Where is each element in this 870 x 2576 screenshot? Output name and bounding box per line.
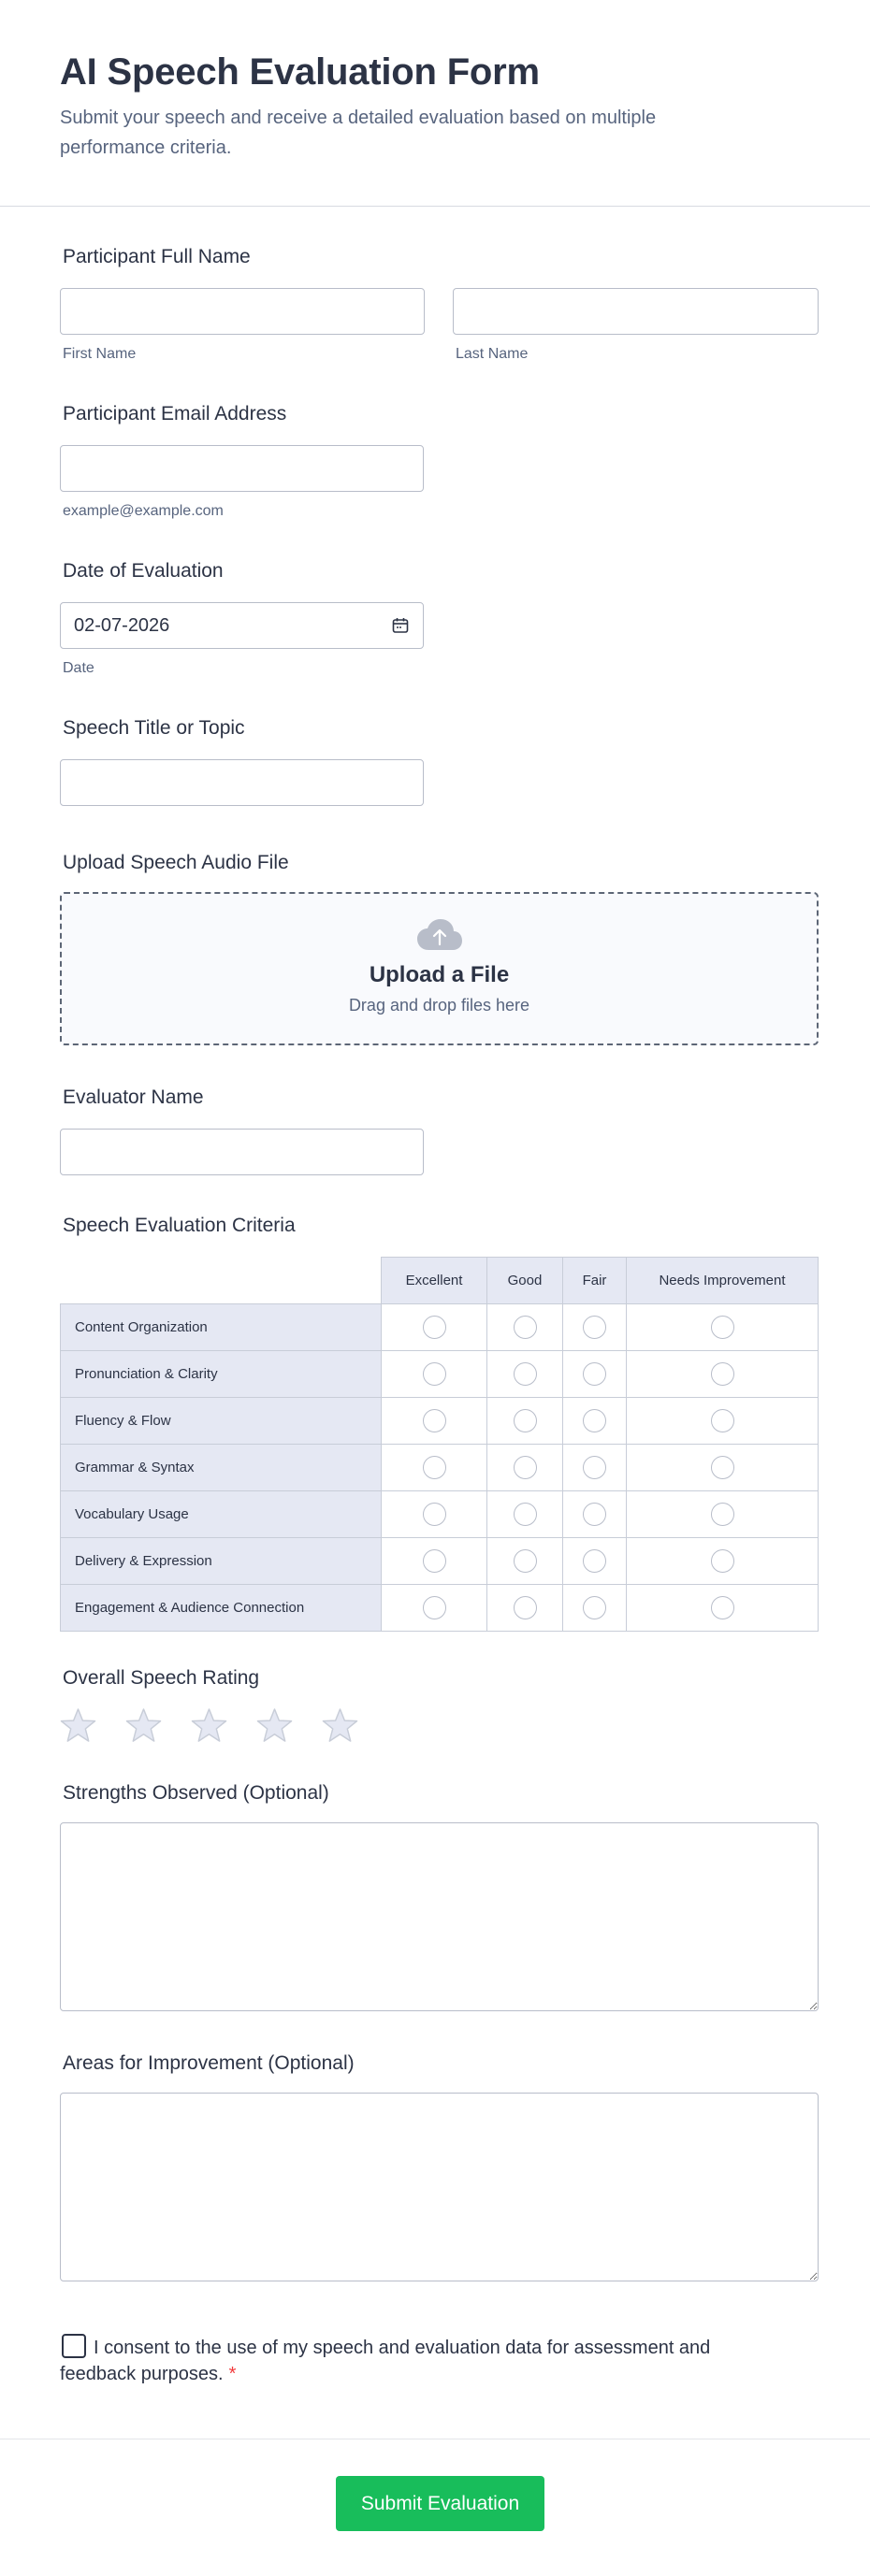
matrix-radio[interactable]	[583, 1362, 606, 1386]
improvement-textarea[interactable]	[60, 2093, 819, 2281]
matrix-row	[61, 1585, 819, 1632]
email-field	[60, 402, 819, 520]
date-value: 02-07-2026	[74, 614, 170, 636]
cloud-upload-icon	[416, 940, 463, 956]
star-icon[interactable]	[60, 1707, 96, 1744]
evaluator-label: Evaluator Name	[63, 1087, 204, 1108]
form-subtitle: Submit your speech and receive a detailed evaluation based on multiple performance criteria.	[60, 108, 657, 158]
star-icon[interactable]	[191, 1707, 227, 1744]
matrix-radio[interactable]	[423, 1596, 446, 1619]
criteria-matrix	[60, 1257, 819, 1632]
consent-text: I consent to the use of my speech and evaluation data for assessment and feedback purposes.	[60, 2338, 711, 2384]
matrix-col-header: Excellent	[382, 1258, 487, 1304]
matrix-radio[interactable]	[423, 1316, 446, 1339]
star-icon[interactable]	[125, 1707, 162, 1744]
calendar-icon[interactable]	[391, 616, 410, 635]
upload-title: Upload a File	[369, 962, 510, 987]
speech-title-field	[60, 716, 819, 806]
matrix-corner	[61, 1258, 382, 1304]
strengths-textarea[interactable]	[60, 1822, 819, 2011]
matrix-radio[interactable]	[583, 1316, 606, 1339]
date-input[interactable]	[60, 602, 424, 649]
participant-name-label: Participant Full Name	[63, 246, 251, 267]
matrix-row	[61, 1304, 819, 1351]
matrix-radio[interactable]	[423, 1409, 446, 1432]
matrix-col-header: Needs Improvement	[627, 1258, 819, 1304]
first-name-sublabel: First Name	[63, 346, 137, 362]
required-mark: *	[228, 2364, 237, 2384]
email-input[interactable]	[60, 445, 424, 492]
participant-name-field	[60, 245, 819, 363]
matrix-radio[interactable]	[423, 1362, 446, 1386]
consent-field	[60, 2334, 771, 2387]
evaluator-field	[60, 1086, 819, 1175]
rating-field	[60, 1666, 819, 1744]
matrix-radio[interactable]	[514, 1549, 537, 1573]
star-icon[interactable]	[256, 1707, 293, 1744]
form-header	[0, 0, 870, 207]
matrix-radio[interactable]	[583, 1549, 606, 1573]
matrix-row	[61, 1538, 819, 1585]
matrix-radio[interactable]	[711, 1409, 734, 1432]
speech-title-input[interactable]	[60, 759, 424, 806]
matrix-radio[interactable]	[711, 1503, 734, 1526]
matrix-radio[interactable]	[711, 1456, 734, 1479]
matrix-row-label: Engagement & Audience Connection	[61, 1585, 382, 1632]
matrix-col-header: Fair	[563, 1258, 627, 1304]
matrix-row-label: Vocabulary Usage	[61, 1491, 382, 1538]
upload-dropzone[interactable]	[60, 892, 819, 1045]
matrix-row	[61, 1351, 819, 1398]
date-field	[60, 559, 819, 677]
last-name-sublabel: Last Name	[456, 346, 529, 362]
consent-checkbox[interactable]	[62, 2334, 86, 2358]
matrix-radio[interactable]	[514, 1362, 537, 1386]
star-icon[interactable]	[322, 1707, 358, 1744]
date-label: Date of Evaluation	[63, 560, 224, 582]
improvement-label: Areas for Improvement (Optional)	[63, 2052, 355, 2074]
matrix-radio[interactable]	[711, 1362, 734, 1386]
matrix-radio[interactable]	[514, 1456, 537, 1479]
matrix-col-header: Good	[487, 1258, 563, 1304]
matrix-radio[interactable]	[711, 1596, 734, 1619]
improvement-field	[60, 2051, 819, 2281]
upload-field	[60, 851, 819, 1045]
last-name-input[interactable]	[453, 288, 819, 335]
matrix-radio[interactable]	[711, 1316, 734, 1339]
speech-title-label: Speech Title or Topic	[63, 717, 245, 739]
matrix-row-label: Pronunciation & Clarity	[61, 1351, 382, 1398]
criteria-field	[60, 1214, 819, 1632]
matrix-row-label: Content Organization	[61, 1304, 382, 1351]
rating-label: Overall Speech Rating	[63, 1667, 260, 1689]
matrix-radio[interactable]	[423, 1549, 446, 1573]
star-rating	[60, 1707, 819, 1744]
upload-label: Upload Speech Audio File	[63, 852, 289, 873]
matrix-radio[interactable]	[583, 1503, 606, 1526]
strengths-label: Strengths Observed (Optional)	[63, 1782, 329, 1804]
matrix-row-label: Fluency & Flow	[61, 1398, 382, 1445]
matrix-radio[interactable]	[583, 1456, 606, 1479]
matrix-radio[interactable]	[514, 1596, 537, 1619]
date-sublabel: Date	[63, 660, 94, 676]
matrix-row-label: Delivery & Expression	[61, 1538, 382, 1585]
matrix-radio[interactable]	[514, 1316, 537, 1339]
matrix-radio[interactable]	[514, 1409, 537, 1432]
email-label: Participant Email Address	[63, 403, 287, 425]
matrix-radio[interactable]	[423, 1456, 446, 1479]
matrix-row	[61, 1398, 819, 1445]
matrix-radio[interactable]	[583, 1409, 606, 1432]
matrix-radio[interactable]	[711, 1549, 734, 1573]
matrix-row	[61, 1445, 819, 1491]
email-sublabel: example@example.com	[63, 503, 224, 519]
matrix-row-label: Grammar & Syntax	[61, 1445, 382, 1491]
evaluator-input[interactable]	[60, 1129, 424, 1175]
matrix-row	[61, 1491, 819, 1538]
upload-hint: Drag and drop files here	[348, 996, 530, 1015]
form-title: AI Speech Evaluation Form	[60, 51, 540, 93]
criteria-label: Speech Evaluation Criteria	[63, 1215, 296, 1236]
matrix-radio[interactable]	[514, 1503, 537, 1526]
submit-button[interactable]: Submit Evaluation	[336, 2476, 544, 2531]
matrix-radio[interactable]	[423, 1503, 446, 1526]
matrix-radio[interactable]	[583, 1596, 606, 1619]
strengths-field	[60, 1781, 819, 2011]
first-name-input[interactable]	[60, 288, 425, 335]
